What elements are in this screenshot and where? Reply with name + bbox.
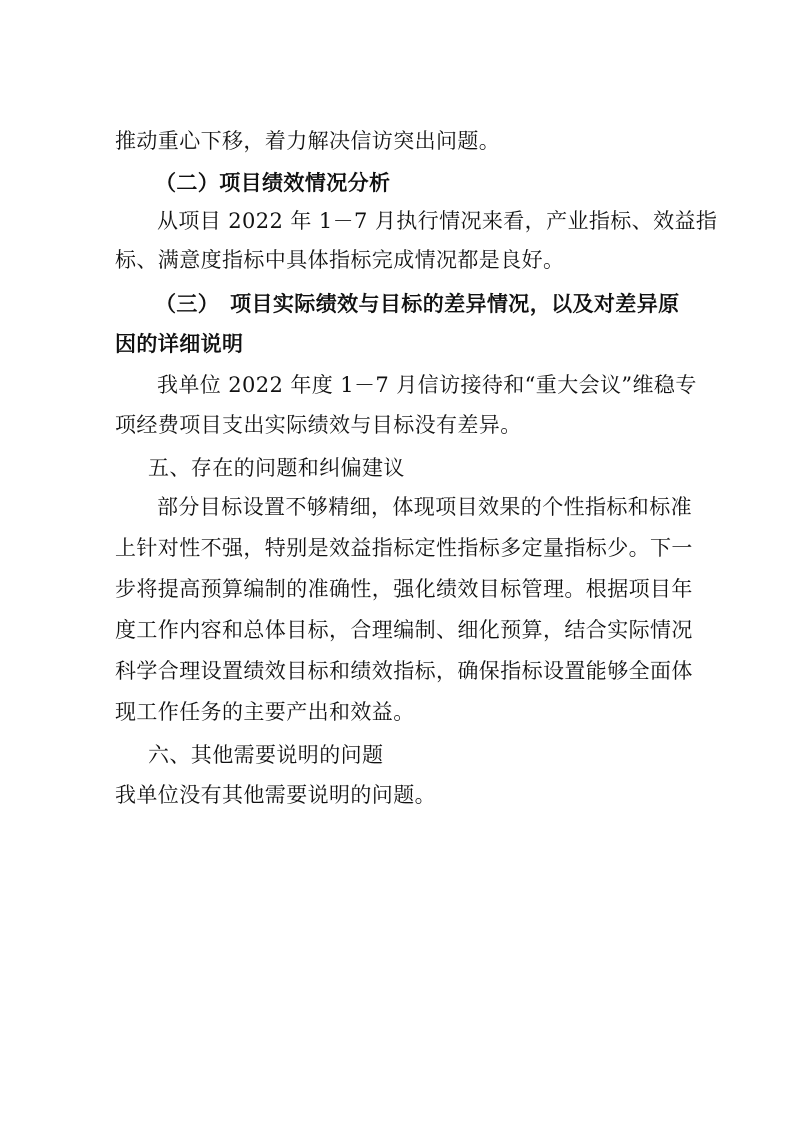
section-5-paragraph-line-1: 部分目标设置不够精细，体现项目效果的个性指标和标准 — [157, 495, 692, 519]
section-5-paragraph-line-3: 步将提高预算编制的准确性，强化绩效目标管理。根据项目年 — [115, 577, 693, 601]
section-3-heading-line-2: 因的详细说明 — [115, 332, 244, 356]
section-5-paragraph-line-2: 上针对性不强，特别是效益指标定性指标多定量指标少。下一 — [115, 536, 693, 560]
section-2-paragraph-line-1: 从项目 2022 年 1－7 月执行情况来看，产业指标、效益指 — [157, 209, 718, 233]
section-3-paragraph-line-1: 我单位 2022 年度 1－7 月信访接待和“重大会议”维稳专 — [157, 373, 697, 397]
section-5-paragraph-line-4: 度工作内容和总体目标，合理编制、细化预算，结合实际情况 — [115, 618, 693, 642]
section-3-paragraph-line-2: 项经费项目支出实际绩效与目标没有差异。 — [115, 413, 522, 437]
section-2-paragraph-line-2: 标、满意度指标中具体指标完成情况都是良好。 — [115, 248, 565, 272]
section-2-heading: （二）项目绩效情况分析 — [155, 171, 391, 195]
intro-paragraph-tail: 推动重心下移，着力解决信访突出问题。 — [115, 129, 501, 153]
section-3-heading-line-1: （三） 项目实际绩效与目标的差异情况，以及对差异原 — [155, 292, 680, 316]
section-5-paragraph-line-6: 现工作任务的主要产出和效益。 — [115, 700, 415, 724]
section-5-heading: 五、存在的问题和纠偏建议 — [148, 456, 405, 480]
section-6-paragraph: 我单位没有其他需要说明的问题。 — [115, 783, 436, 807]
section-6-heading: 六、其他需要说明的问题 — [148, 743, 384, 767]
section-5-paragraph-line-5: 科学合理设置绩效目标和绩效指标，确保指标设置能够全面体 — [115, 659, 693, 683]
